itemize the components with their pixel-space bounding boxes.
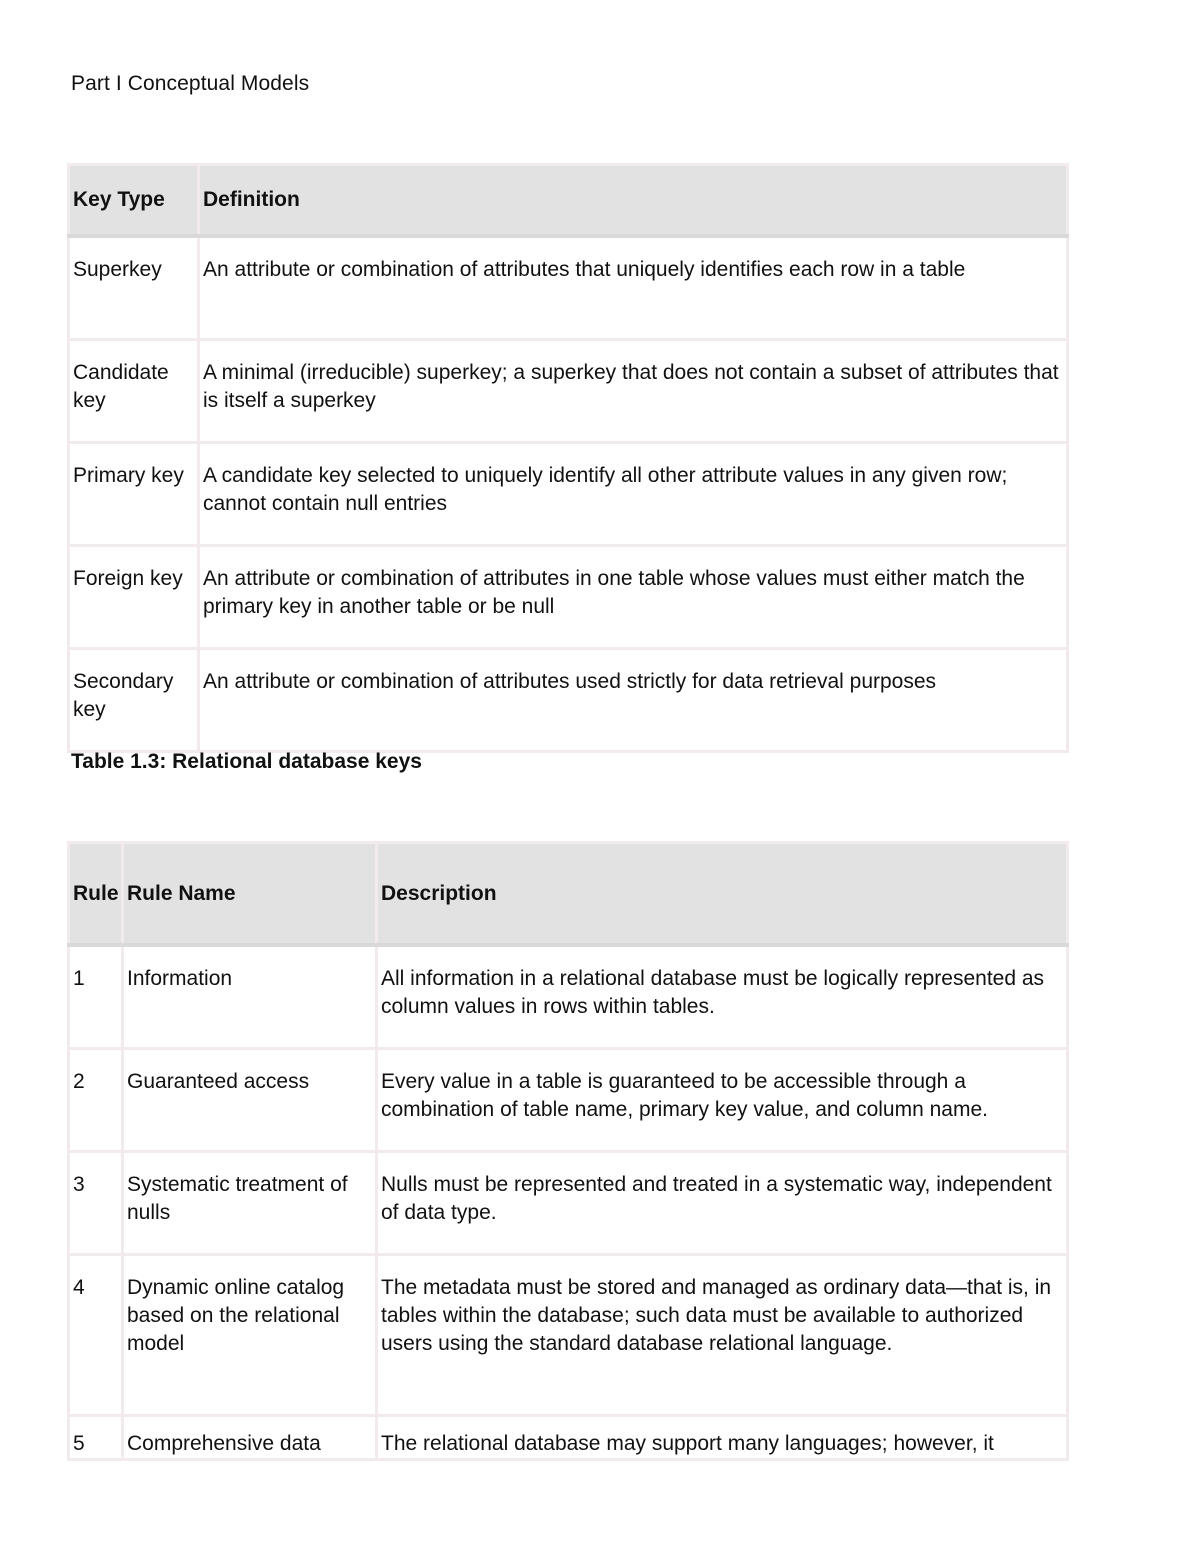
table-row xyxy=(69,1049,1068,1152)
rule-number-cell: 2 xyxy=(69,1049,123,1152)
table-row xyxy=(69,443,1068,546)
rule-name-cell: Dynamic online catalog based on the relational model xyxy=(123,1255,377,1416)
table-header-row xyxy=(69,843,1068,946)
relational-keys-table xyxy=(67,163,1069,753)
key-type-cell: Candidate key xyxy=(69,340,199,443)
table-row xyxy=(69,945,1068,1049)
rule-description-cell: All information in a relational database must be logically represented as column values in rows within tables. xyxy=(377,945,1068,1049)
table-row xyxy=(69,236,1068,340)
table-row xyxy=(69,546,1068,649)
key-type-cell: Primary key xyxy=(69,443,199,546)
rule-name-cell: Comprehensive data xyxy=(123,1416,377,1460)
rule-name-cell: Guaranteed access xyxy=(123,1049,377,1152)
rule-name-cell: Systematic treatment of nulls xyxy=(123,1152,377,1255)
table-row xyxy=(69,340,1068,443)
rule-number-cell: 5 xyxy=(69,1416,123,1460)
rule-number-cell: 4 xyxy=(69,1255,123,1416)
rule-description-cell: Nulls must be represented and treated in a systematic way, independent of data type. xyxy=(377,1152,1068,1255)
table-caption: Table 1.3: Relational database keys xyxy=(71,750,422,773)
rule-description-cell: Every value in a table is guaranteed to be accessible through a combination of table name, primary key value, and column name. xyxy=(377,1049,1068,1152)
key-type-cell: Superkey xyxy=(69,236,199,340)
codd-rules-table xyxy=(67,841,1069,1461)
table-row xyxy=(69,1416,1068,1460)
rule-name-cell: Information xyxy=(123,945,377,1049)
table-row xyxy=(69,1152,1068,1255)
table-header-row xyxy=(69,165,1068,237)
definition-cell: An attribute or combination of attributes that uniquely identifies each row in a table xyxy=(199,236,1068,340)
key-type-cell: Secondary key xyxy=(69,649,199,752)
column-header-description: Description xyxy=(377,843,1068,946)
table-row xyxy=(69,649,1068,752)
rule-number-cell: 1 xyxy=(69,945,123,1049)
column-header-rule: Rule xyxy=(69,843,123,946)
key-type-cell: Foreign key xyxy=(69,546,199,649)
rule-description-cell: The metadata must be stored and managed as ordinary data—that is, in tables within the database; such data must be available to authorized users using the standard database relational language. xyxy=(377,1255,1068,1416)
table-row xyxy=(69,1255,1068,1416)
definition-cell: An attribute or combination of attributes used strictly for data retrieval purposes xyxy=(199,649,1068,752)
definition-cell: A minimal (irreducible) superkey; a superkey that does not contain a subset of attributes that is itself a superkey xyxy=(199,340,1068,443)
column-header-key-type: Key Type xyxy=(69,165,199,237)
definition-cell: An attribute or combination of attributes in one table whose values must either match the primary key in another table or be null xyxy=(199,546,1068,649)
rule-number-cell: 3 xyxy=(69,1152,123,1255)
rule-description-cell: The relational database may support many languages; however, it xyxy=(377,1416,1068,1460)
column-header-definition: Definition xyxy=(199,165,1068,237)
page-header: Part I Conceptual Models xyxy=(71,72,310,95)
definition-cell: A candidate key selected to uniquely identify all other attribute values in any given row; cannot contain null entries xyxy=(199,443,1068,546)
column-header-rule-name: Rule Name xyxy=(123,843,377,946)
